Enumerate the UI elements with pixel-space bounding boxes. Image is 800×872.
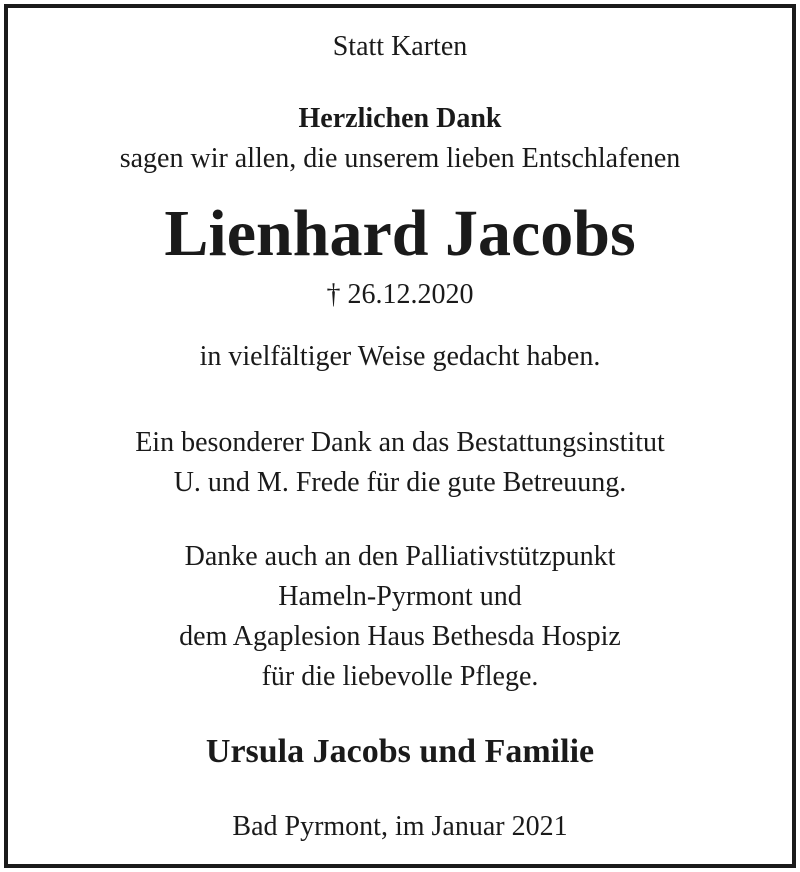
body-paragraph-2-line-1: Ein besonderer Dank an das Bestattungsinstitut [135, 427, 665, 458]
deceased-name: Lienhard Jacobs [164, 197, 636, 270]
obituary-thank-you-card [4, 4, 796, 868]
statt-karten-label: Statt Karten [332, 31, 468, 62]
thanks-heading: Herzlichen Dank [298, 103, 502, 134]
body-paragraph-2-line-2: U. und M. Frede für die gute Betreuung. [173, 467, 627, 498]
body-paragraph-3-line-2: Hameln-Pyrmont und [278, 581, 522, 612]
body-line-1: in vielfältiger Weise gedacht haben. [199, 341, 601, 372]
body-paragraph-3-line-1: Danke auch an den Palliativstützpunkt [184, 541, 616, 572]
body-paragraph-3-line-4: für die liebevolle Pflege. [261, 661, 539, 692]
death-date: † 26.12.2020 [326, 279, 474, 310]
place-date: Bad Pyrmont, im Januar 2021 [232, 811, 568, 842]
body-paragraph-3-line-3: dem Agaplesion Haus Bethesda Hospiz [179, 621, 621, 652]
thanks-intro: sagen wir allen, die unserem lieben Entschlafenen [119, 143, 681, 174]
signature-names: Ursula Jacobs und Familie [205, 733, 595, 770]
